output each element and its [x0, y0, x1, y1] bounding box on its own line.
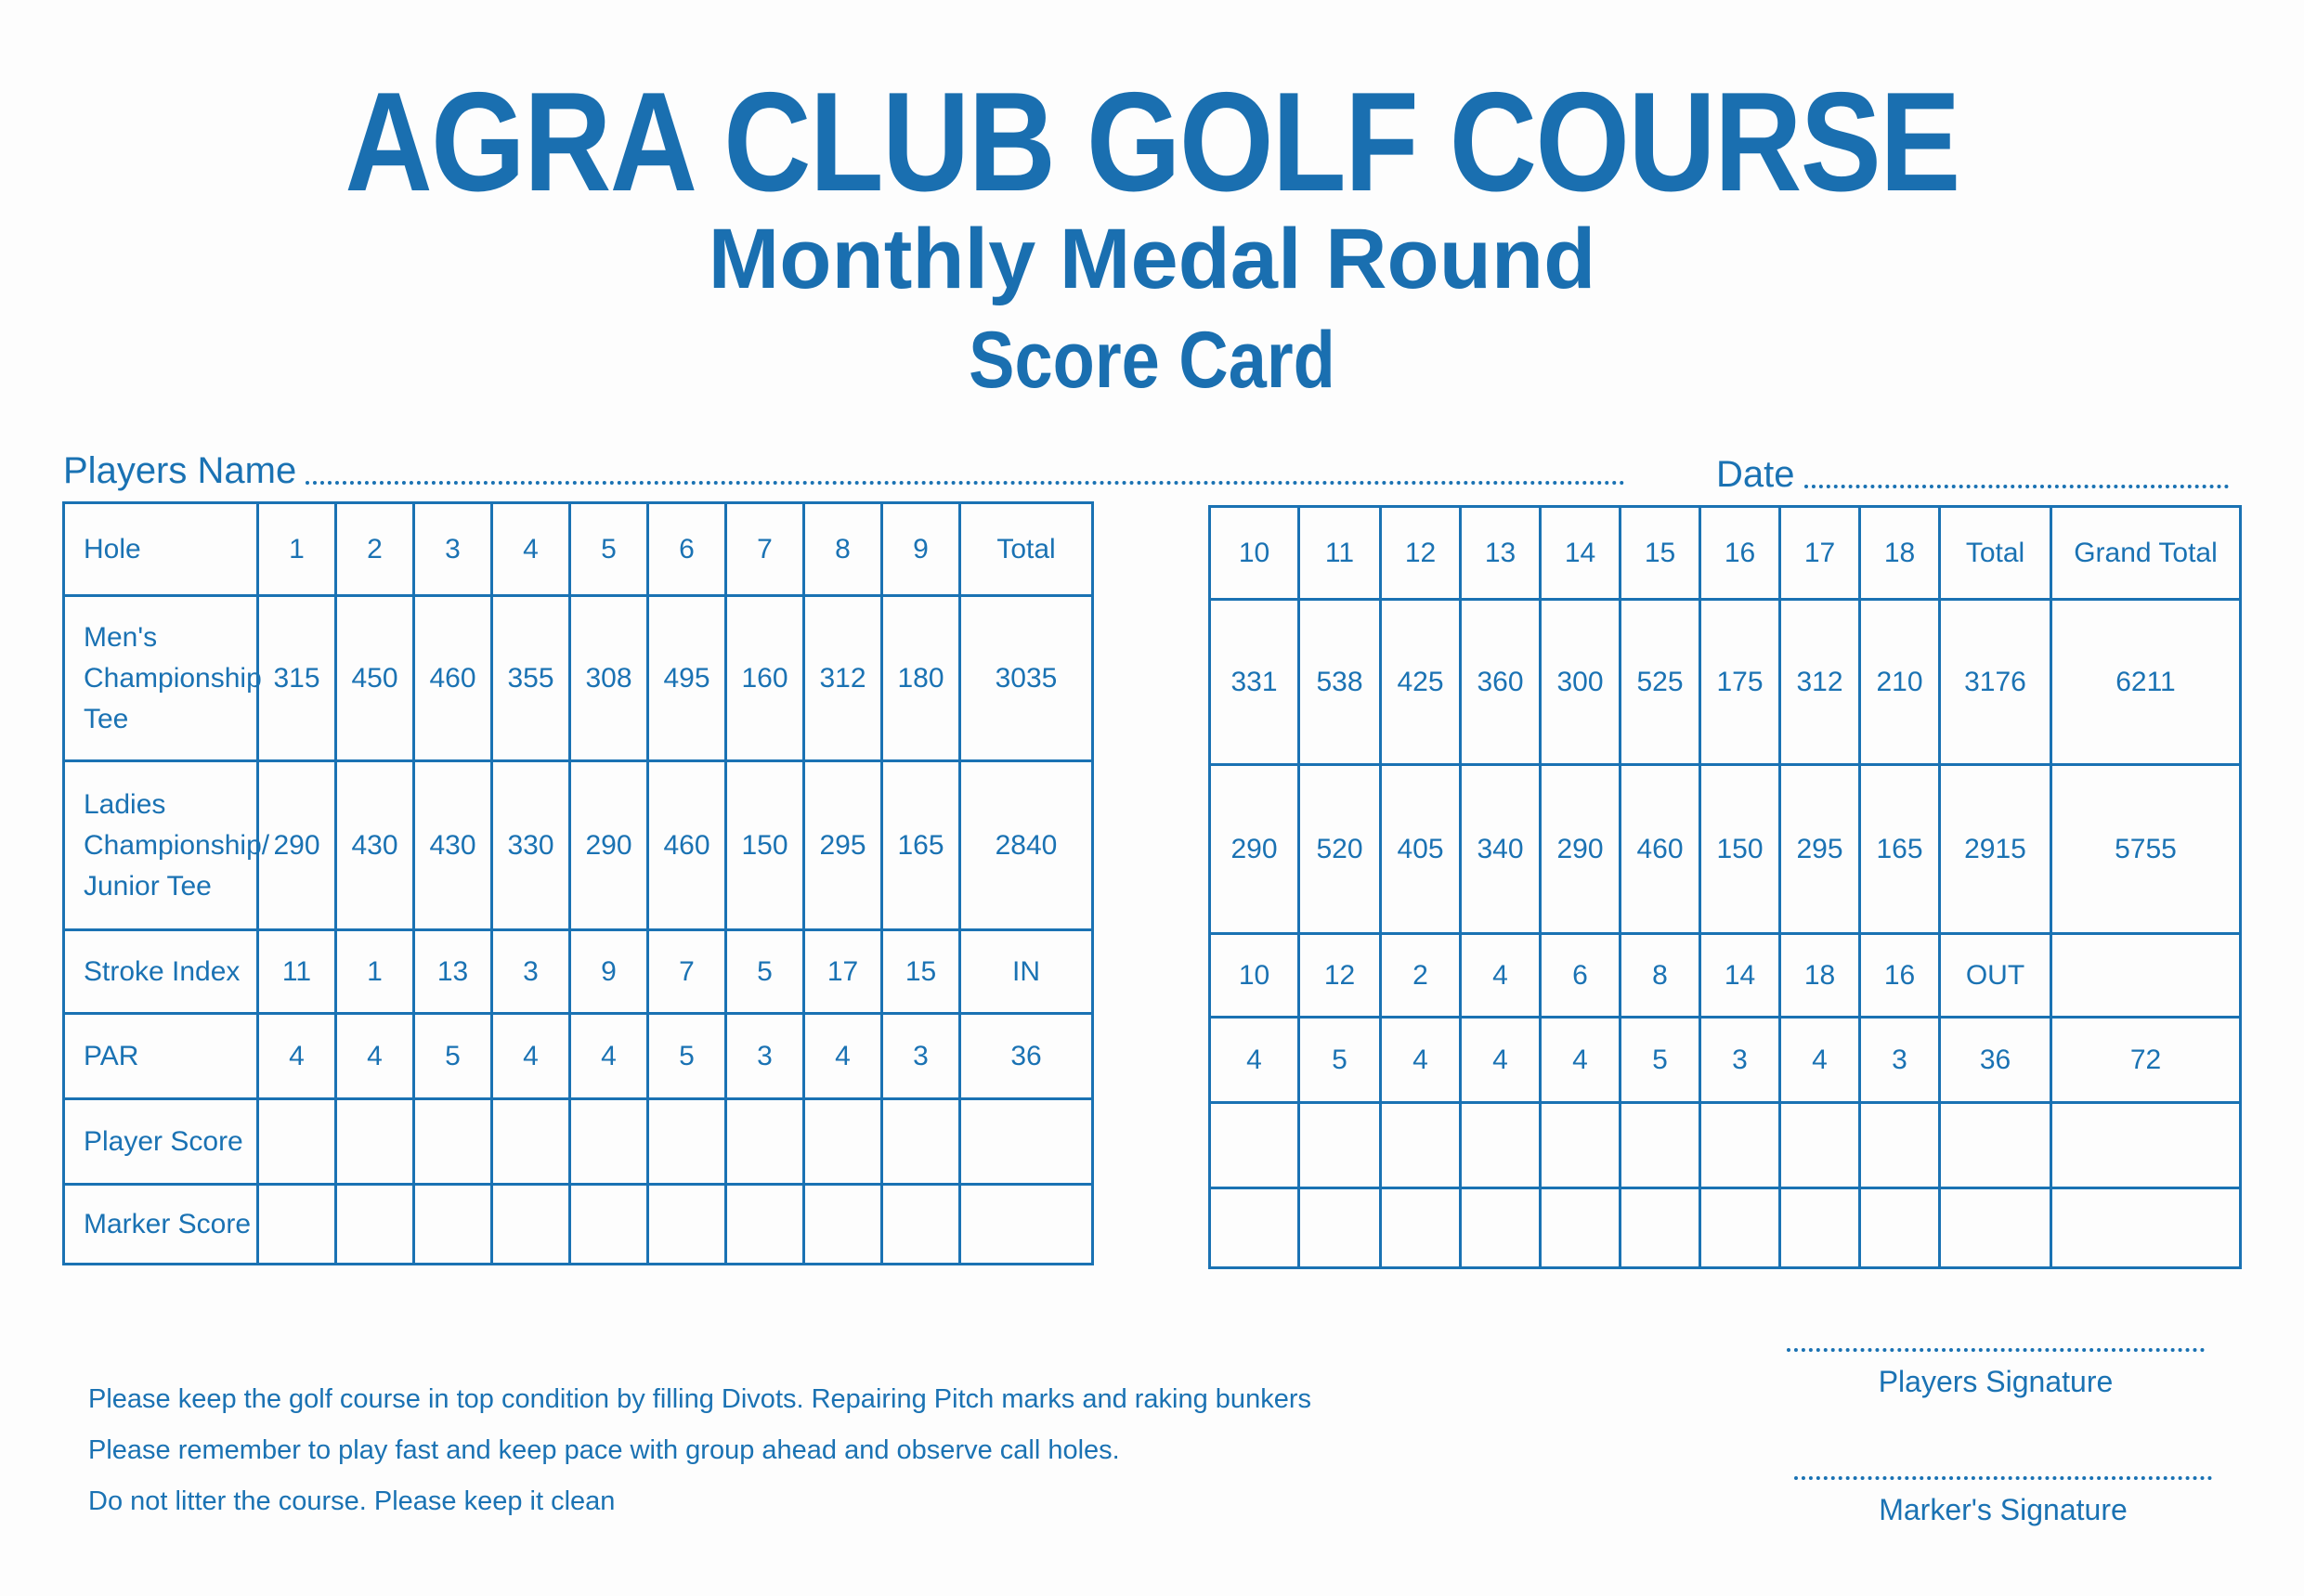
- par-total-cell: 36: [960, 1014, 1093, 1099]
- score-cell[interactable]: [492, 1185, 570, 1265]
- label-line: Championship/: [84, 829, 270, 861]
- hole-row: [64, 503, 1093, 596]
- row-label-mens: [64, 596, 262, 761]
- yardage-cell: 180: [882, 596, 960, 761]
- stroke-index-cell: 8: [1621, 934, 1700, 1018]
- yardage-cell: 331: [1210, 600, 1299, 765]
- stroke-index-cell: 11: [258, 930, 336, 1014]
- note-line: Do not litter the course. Please keep it clean: [88, 1486, 616, 1516]
- card-title: Score Card: [969, 316, 1335, 405]
- yardage-cell: 405: [1381, 765, 1461, 934]
- label-line: Championship: [84, 662, 262, 694]
- yardage-cell: 300: [1541, 600, 1621, 765]
- hole-number: 7: [726, 503, 804, 596]
- markers-signature-block: [1794, 1476, 2212, 1527]
- score-cell[interactable]: [1860, 1188, 1940, 1268]
- note-line: Please keep the golf course in top condition by filling Divots. Repairing Pitch marks and raking bunkers: [88, 1384, 1311, 1414]
- ladies-tee-row: [1210, 765, 2241, 934]
- par-cell: 4: [258, 1014, 336, 1099]
- stroke-index-cell: 14: [1700, 934, 1780, 1018]
- score-total-cell[interactable]: [1940, 1188, 2051, 1268]
- yardage-cell: 210: [1860, 600, 1940, 765]
- front-nine-table: [62, 501, 1094, 1265]
- players-signature-block: [1787, 1348, 2205, 1399]
- score-cell[interactable]: [1461, 1103, 1541, 1188]
- course-title: AGRA CLUB GOLF COURSE: [345, 63, 1959, 221]
- row-label-hole: Hole: [64, 503, 258, 596]
- yardage-cell: 460: [414, 596, 492, 761]
- score-cell[interactable]: [1299, 1188, 1381, 1268]
- yardage-cell: 150: [726, 761, 804, 930]
- yardage-cell: 290: [258, 761, 336, 930]
- par-cell: 4: [804, 1014, 882, 1099]
- total-cell: 2840: [960, 761, 1093, 930]
- score-cell[interactable]: [804, 1099, 882, 1185]
- hole-number: 2: [336, 503, 414, 596]
- stroke-index-cell: 2: [1381, 934, 1461, 1018]
- stroke-index-cell: 13: [414, 930, 492, 1014]
- yardage-cell: 175: [1700, 600, 1780, 765]
- par-row: [1210, 1018, 2241, 1103]
- stroke-index-cell: 16: [1860, 934, 1940, 1018]
- hole-row: [1210, 507, 2241, 600]
- hole-number: 16: [1700, 507, 1780, 600]
- total-header: Total: [960, 503, 1093, 596]
- stroke-index-cell: 10: [1210, 934, 1299, 1018]
- score-cell[interactable]: [726, 1185, 804, 1265]
- hole-number: 9: [882, 503, 960, 596]
- score-cell[interactable]: [1780, 1103, 1860, 1188]
- par-total-cell: 36: [1940, 1018, 2051, 1103]
- par-cell: 4: [492, 1014, 570, 1099]
- back-nine-table: [1208, 505, 2242, 1269]
- score-cell[interactable]: [414, 1099, 492, 1185]
- hole-number: 8: [804, 503, 882, 596]
- score-cell[interactable]: [336, 1099, 414, 1185]
- par-cell: 5: [648, 1014, 726, 1099]
- par-cell: 5: [414, 1014, 492, 1099]
- par-grand-total-cell: 72: [2051, 1018, 2241, 1103]
- yardage-cell: 450: [336, 596, 414, 761]
- yardage-cell: 160: [726, 596, 804, 761]
- players-name-line[interactable]: [306, 481, 1625, 485]
- out-label-cell: OUT: [1940, 934, 2051, 1018]
- score-cell[interactable]: [1700, 1103, 1780, 1188]
- stroke-index-cell: 18: [1780, 934, 1860, 1018]
- hole-number: 13: [1461, 507, 1541, 600]
- stroke-index-cell: 6: [1541, 934, 1621, 1018]
- score-cell[interactable]: [1780, 1188, 1860, 1268]
- score-cell[interactable]: [258, 1099, 336, 1185]
- marker-score-row: [64, 1185, 1093, 1265]
- date-label: Date: [1716, 454, 1795, 495]
- yardage-cell: 315: [258, 596, 336, 761]
- score-cell[interactable]: [336, 1185, 414, 1265]
- markers-signature-label: Marker's Signature: [1879, 1493, 2128, 1526]
- hole-number: 5: [570, 503, 648, 596]
- hole-number: 11: [1299, 507, 1381, 600]
- score-total-cell[interactable]: [1940, 1103, 2051, 1188]
- yardage-cell: 312: [804, 596, 882, 761]
- note-line: Please remember to play fast and keep pace with group ahead and observe call holes.: [88, 1435, 1120, 1465]
- yardage-cell: 165: [882, 761, 960, 930]
- score-cell[interactable]: [648, 1185, 726, 1265]
- score-cell[interactable]: [648, 1099, 726, 1185]
- row-label-ladies: [64, 761, 270, 930]
- marker-score-row: [1210, 1188, 2241, 1268]
- hole-number: 4: [492, 503, 570, 596]
- score-cell[interactable]: [1621, 1103, 1700, 1188]
- mens-tee-row: [64, 596, 1093, 761]
- grand-total-cell: 6211: [2051, 600, 2241, 765]
- hole-number: 10: [1210, 507, 1299, 600]
- stroke-index-cell: 1: [336, 930, 414, 1014]
- total-header: Total: [1940, 507, 2051, 600]
- par-cell: 5: [1621, 1018, 1700, 1103]
- yardage-cell: 430: [414, 761, 492, 930]
- players-signature-line[interactable]: [1787, 1348, 2205, 1352]
- grand-total-cell: 5755: [2051, 765, 2241, 934]
- player-score-row: [1210, 1103, 2241, 1188]
- players-signature-label: Players Signature: [1878, 1365, 2114, 1398]
- par-cell: 3: [882, 1014, 960, 1099]
- yardage-cell: 290: [1210, 765, 1299, 934]
- score-cell[interactable]: [882, 1185, 960, 1265]
- score-cell[interactable]: [570, 1185, 648, 1265]
- total-cell: 2915: [1940, 765, 2051, 934]
- yardage-cell: 460: [1621, 765, 1700, 934]
- markers-signature-line[interactable]: [1794, 1476, 2212, 1480]
- yardage-cell: 495: [648, 596, 726, 761]
- yardage-cell: 150: [1700, 765, 1780, 934]
- score-cell[interactable]: [1700, 1188, 1780, 1268]
- score-cell[interactable]: [1541, 1188, 1621, 1268]
- hole-number: 6: [648, 503, 726, 596]
- total-cell: 3035: [960, 596, 1093, 761]
- stroke-index-row: [64, 930, 1093, 1014]
- score-cell[interactable]: [570, 1099, 648, 1185]
- yardage-cell: 295: [1780, 765, 1860, 934]
- hole-number: 18: [1860, 507, 1940, 600]
- par-cell: 4: [1541, 1018, 1621, 1103]
- yardage-cell: 430: [336, 761, 414, 930]
- players-name-label: Players Name: [63, 450, 297, 491]
- hole-number: 3: [414, 503, 492, 596]
- stroke-index-cell: 15: [882, 930, 960, 1014]
- score-cell[interactable]: [1210, 1103, 1299, 1188]
- score-cell[interactable]: [258, 1185, 336, 1265]
- par-row: [64, 1014, 1093, 1099]
- yardage-cell: 520: [1299, 765, 1381, 934]
- yardage-cell: 460: [648, 761, 726, 930]
- stroke-index-cell: 17: [804, 930, 882, 1014]
- row-label-marker-score: Marker Score: [64, 1185, 258, 1265]
- grand-total-cell: [2051, 934, 2241, 1018]
- score-cell[interactable]: [726, 1099, 804, 1185]
- score-cell[interactable]: [1621, 1188, 1700, 1268]
- label-line: Men's: [84, 621, 158, 653]
- score-cell[interactable]: [1541, 1103, 1621, 1188]
- total-cell: 3176: [1940, 600, 2051, 765]
- ladies-tee-row: [64, 761, 1093, 930]
- par-cell: 3: [1860, 1018, 1940, 1103]
- hole-number: 15: [1621, 507, 1700, 600]
- score-cell[interactable]: [1381, 1103, 1461, 1188]
- yardage-cell: 308: [570, 596, 648, 761]
- par-cell: 4: [1381, 1018, 1461, 1103]
- date-line[interactable]: [1804, 485, 2230, 488]
- par-cell: 4: [336, 1014, 414, 1099]
- score-cell[interactable]: [1299, 1103, 1381, 1188]
- par-cell: 4: [1210, 1018, 1299, 1103]
- yardage-cell: 165: [1860, 765, 1940, 934]
- score-cell[interactable]: [1210, 1188, 1299, 1268]
- yardage-cell: 290: [570, 761, 648, 930]
- yardage-cell: 538: [1299, 600, 1381, 765]
- stroke-index-row: [1210, 934, 2241, 1018]
- score-cell[interactable]: [804, 1185, 882, 1265]
- hole-number: 1: [258, 503, 336, 596]
- par-cell: 3: [1700, 1018, 1780, 1103]
- score-cell[interactable]: [1381, 1188, 1461, 1268]
- yardage-cell: 290: [1541, 765, 1621, 934]
- label-line: Junior Tee: [84, 870, 212, 902]
- round-subtitle: Monthly Medal Round: [708, 212, 1596, 306]
- row-label-stroke-index: Stroke Index: [64, 930, 258, 1014]
- stroke-index-cell: 3: [492, 930, 570, 1014]
- stroke-index-cell: 12: [1299, 934, 1381, 1018]
- hole-number: 14: [1541, 507, 1621, 600]
- score-total-cell[interactable]: [960, 1099, 1093, 1185]
- players-name-field[interactable]: [63, 449, 1625, 492]
- hole-number: 12: [1381, 507, 1461, 600]
- score-cell[interactable]: [414, 1185, 492, 1265]
- score-grand-total-cell[interactable]: [2051, 1188, 2241, 1268]
- par-cell: 5: [1299, 1018, 1381, 1103]
- grand-total-header: Grand Total: [2051, 507, 2241, 600]
- yardage-cell: 295: [804, 761, 882, 930]
- yardage-cell: 425: [1381, 600, 1461, 765]
- label-line: Tee: [84, 703, 129, 734]
- yardage-cell: 330: [492, 761, 570, 930]
- row-label-player-score: Player Score: [64, 1099, 258, 1185]
- score-cell[interactable]: [1860, 1103, 1940, 1188]
- stroke-index-cell: 4: [1461, 934, 1541, 1018]
- stroke-index-cell: 7: [648, 930, 726, 1014]
- par-cell: 4: [1780, 1018, 1860, 1103]
- yardage-cell: 525: [1621, 600, 1700, 765]
- par-cell: 4: [570, 1014, 648, 1099]
- player-score-row: [64, 1099, 1093, 1185]
- mens-tee-row: [1210, 600, 2241, 765]
- par-cell: 4: [1461, 1018, 1541, 1103]
- yardage-cell: 312: [1780, 600, 1860, 765]
- row-label-par: PAR: [64, 1014, 258, 1099]
- score-cell[interactable]: [1461, 1188, 1541, 1268]
- stroke-index-cell: 9: [570, 930, 648, 1014]
- hole-number: 17: [1780, 507, 1860, 600]
- stroke-index-cell: 5: [726, 930, 804, 1014]
- score-cell[interactable]: [882, 1099, 960, 1185]
- score-grand-total-cell[interactable]: [2051, 1103, 2241, 1188]
- par-cell: 3: [726, 1014, 804, 1099]
- in-label-cell: IN: [960, 930, 1093, 1014]
- score-total-cell[interactable]: [960, 1185, 1093, 1265]
- score-cell[interactable]: [492, 1099, 570, 1185]
- date-field[interactable]: [1716, 453, 2229, 496]
- yardage-cell: 360: [1461, 600, 1541, 765]
- course-etiquette-notes: [88, 1381, 1311, 1534]
- label-line: Ladies: [84, 788, 166, 820]
- yardage-cell: 355: [492, 596, 570, 761]
- yardage-cell: 340: [1461, 765, 1541, 934]
